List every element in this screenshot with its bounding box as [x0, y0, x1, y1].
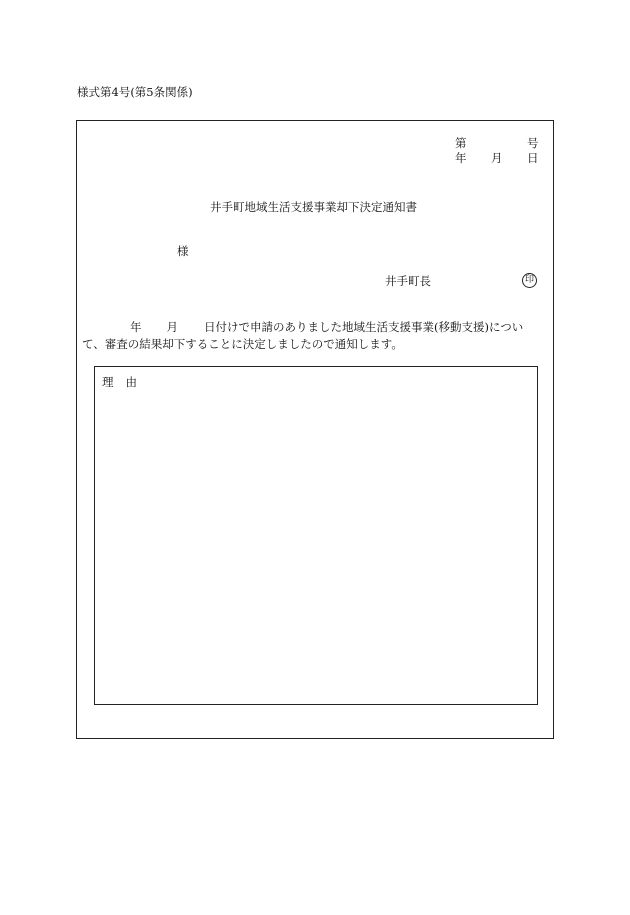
- date-day-label: 日: [527, 151, 539, 165]
- form-number-label: 様式第4号(第5条関係): [77, 85, 193, 99]
- body-month-label: 月: [166, 320, 178, 334]
- recipient-honorific: 様: [177, 244, 189, 258]
- body-text-line-2: て、審査の結果却下することに決定しましたので通知します。: [82, 337, 403, 351]
- issuer-name: 井手町長: [385, 274, 431, 288]
- reason-box: [94, 366, 538, 705]
- document-number-suffix: 号: [527, 136, 539, 150]
- date-month-label: 月: [491, 151, 503, 165]
- body-year-label: 年: [130, 320, 142, 334]
- reason-label: 理由: [102, 375, 149, 389]
- date-year-label: 年: [455, 151, 467, 165]
- document-title: 井手町地域生活支援事業却下決定通知書: [210, 200, 417, 214]
- body-text-rest: 日付けで申請のありました地域生活支援事業(移動支援)につい: [204, 320, 524, 334]
- body-text-line-1: [82, 322, 523, 334]
- document-number-prefix: 第: [455, 136, 467, 150]
- seal-icon: 印: [522, 273, 537, 288]
